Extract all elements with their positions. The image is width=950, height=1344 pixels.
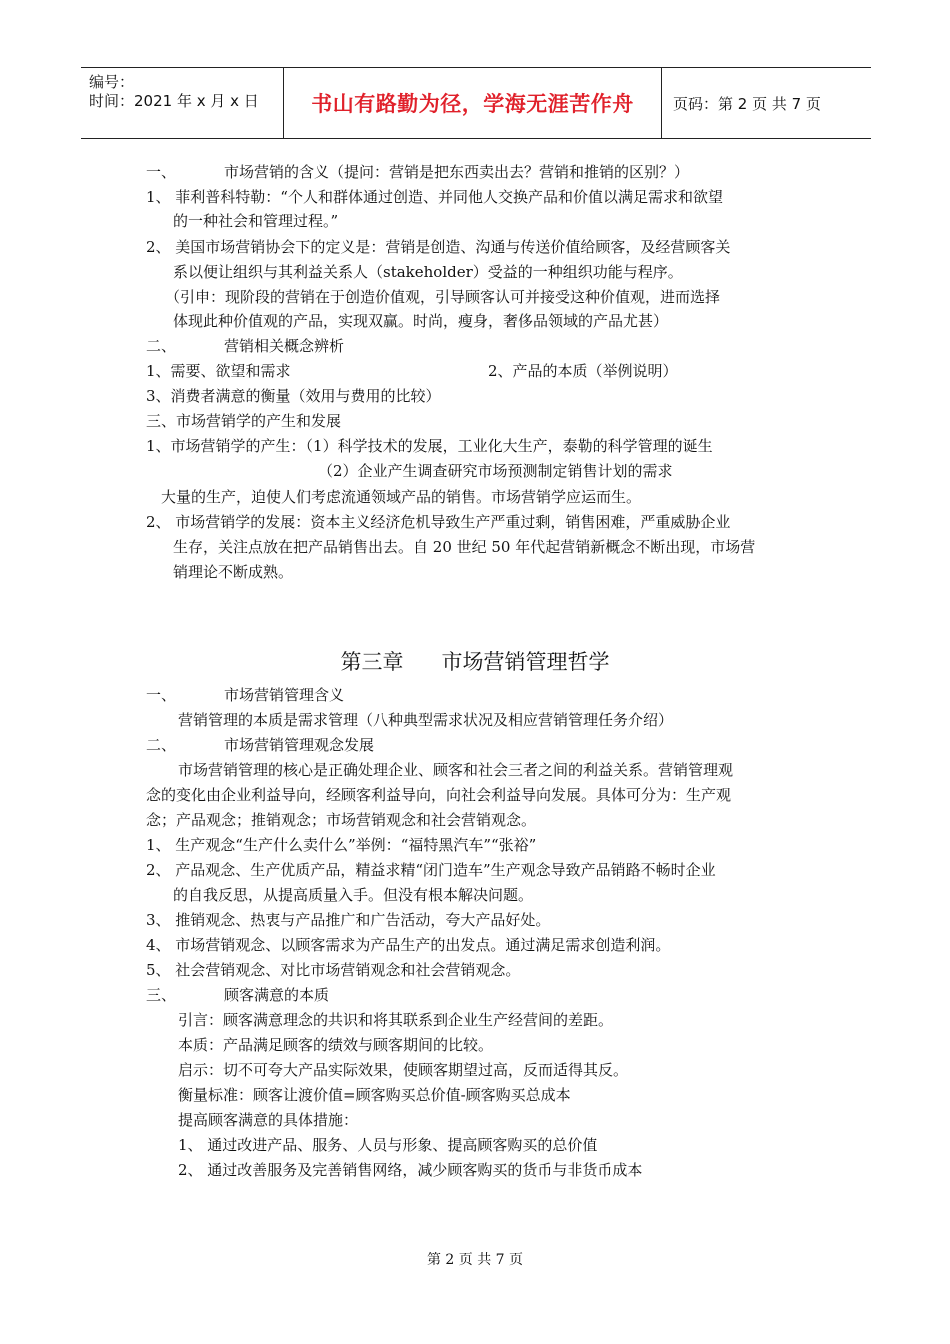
heading-text: 市场营销的含义（提问：营销是把东西卖出去？营销和推销的区别？） [224, 163, 690, 181]
heading-number: 一、 [146, 163, 177, 181]
paragraph-line: 衡量标准：顾客让渡价值=顾客购买总价值-顾客购买总成本 [178, 1086, 571, 1104]
paragraph-line: 2、 市场营销学的发展：资本主义经济危机导致生产严重过剩，销售困难，严重威胁企业 [146, 513, 731, 531]
paragraph-line: 本质：产品满足顾客的绩效与顾客期间的比较。 [178, 1036, 494, 1054]
header-meta-cell [81, 68, 284, 138]
heading-concept-development [146, 735, 374, 755]
list-item: 3、 推销观念、热衷与产品推广和广告活动，夸大产品好处。 [146, 911, 551, 929]
heading-management-meaning [146, 685, 344, 705]
list-item: 的自我反思，从提高质量入手。但没有根本解决问题。 [173, 886, 534, 904]
motto: 书山有路勤为径，学海无涯苦作舟 [311, 92, 634, 116]
list-item: 2、产品的本质（举例说明） [488, 362, 678, 380]
paragraph-line: 1、市场营销学的产生：（1）科学技术的发展，工业化大生产，泰勒的科学管理的诞生 [146, 437, 713, 455]
chapter-name: 市场营销管理哲学 [441, 650, 610, 674]
list-item: 1、 通过改进产品、服务、人员与形象、提高顾客购买的总价值 [178, 1136, 598, 1154]
heading-text: 市场营销管理含义 [224, 686, 345, 704]
heading-number: 三、 [146, 986, 177, 1004]
paragraph-line: 启示：切不可夸大产品实际效果，使顾客期望过高，反而适得其反。 [178, 1061, 629, 1079]
paragraph-line: 的一种社会和管理过程。” [173, 212, 339, 230]
page-label: 页码：第 2 页 共 7 页 [673, 94, 821, 113]
paragraph-line: 提高顾客满意的具体措施： [178, 1111, 359, 1129]
paragraph-line: 1、 菲利普科特勒：“个人和群体通过创造、并同他人交换产品和价值以满足需求和欲望 [146, 188, 723, 206]
paragraph-line: 系以便让组织与其利益关系人（stakeholder）受益的一种组织功能与程序。 [173, 263, 683, 281]
chapter-title [0, 646, 950, 676]
paragraph-line: 念的变化由企业利益导向，经顾客利益导向，向社会利益导向发展。具体可分为：生产观 [146, 786, 732, 804]
paragraph-line: 体现此种价值观的产品，实现双赢。时尚，瘦身，奢侈品领域的产品尤甚） [173, 312, 669, 330]
chapter-number: 第三章 [340, 650, 404, 674]
paragraph-line: 2、 美国市场营销协会下的定义是：营销是创造、沟通与传送价值给顾客，及经营顾客关 [146, 238, 731, 256]
header-motto-cell [284, 68, 662, 138]
list-item: 2、 通过改善服务及完善销售网络，减少顾客购买的货币与非货币成本 [178, 1161, 643, 1179]
number-label: 编号： [89, 73, 135, 91]
paragraph-line: （引申：现阶段的营销在于创造价值观，引导顾客认可并接受这种价值观，进而选择 [165, 288, 721, 306]
time-label: 时间：2021 年 x 月 x 日 [89, 92, 259, 110]
list-item: 2、 产品观念、生产优质产品，精益求精“闭门造车”生产观念导致产品销路不畅时企业 [146, 861, 716, 879]
heading-concepts [146, 336, 344, 356]
paragraph-line: 生存，关注点放在把产品销售出去。自 20 世纪 50 年代起营销新概念不断出现，市场营 [173, 538, 756, 556]
list-item: 5、 社会营销观念、对比市场营销观念和社会营销观念。 [146, 961, 521, 979]
heading-text: 顾客满意的本质 [224, 986, 330, 1004]
heading-market-meaning [146, 162, 689, 182]
paragraph-line: 销理论不断成熟。 [173, 563, 294, 581]
list-item: 1、 生产观念“生产什么卖什么”举例：“福特黑汽车”“张裕” [146, 836, 537, 854]
heading-number: 一、 [146, 686, 177, 704]
paragraph-line: 大量的生产，迫使人们考虑流通领域产品的销售。市场营销学应运而生。 [161, 488, 642, 506]
heading-satisfaction [146, 985, 329, 1005]
page-footer: 第 2 页 共 7 页 [426, 1252, 524, 1268]
heading-text: 营销相关概念辨析 [224, 337, 345, 355]
paragraph-line: 引言：顾客满意理念的共识和将其联系到企业生产经营间的差距。 [178, 1011, 614, 1029]
document-header [81, 67, 871, 139]
paragraph-line: 营销管理的本质是需求管理（八种典型需求状况及相应营销管理任务介绍） [178, 711, 674, 729]
paragraph-line: 念；产品观念；推销观念；市场营销观念和社会营销观念。 [146, 811, 537, 829]
paragraph-line: 市场营销管理的核心是正确处理企业、顾客和社会三者之间的利益关系。营销管理观 [178, 761, 734, 779]
header-page-cell [662, 68, 871, 138]
heading-number: 二、 [146, 736, 177, 754]
heading-origin: 三、市场营销学的产生和发展 [146, 412, 342, 430]
heading-text: 市场营销管理观念发展 [224, 736, 375, 754]
heading-number: 二、 [146, 337, 177, 355]
list-item: 3、消费者满意的衡量（效用与费用的比较） [146, 387, 441, 405]
list-item: 4、 市场营销观念、以顾客需求为产品生产的出发点。通过满足需求创造利润。 [146, 936, 671, 954]
list-item: 1、需要、欲望和需求 [146, 362, 291, 380]
paragraph-line: （2）企业产生调查研究市场预测制定销售计划的需求 [318, 462, 673, 480]
